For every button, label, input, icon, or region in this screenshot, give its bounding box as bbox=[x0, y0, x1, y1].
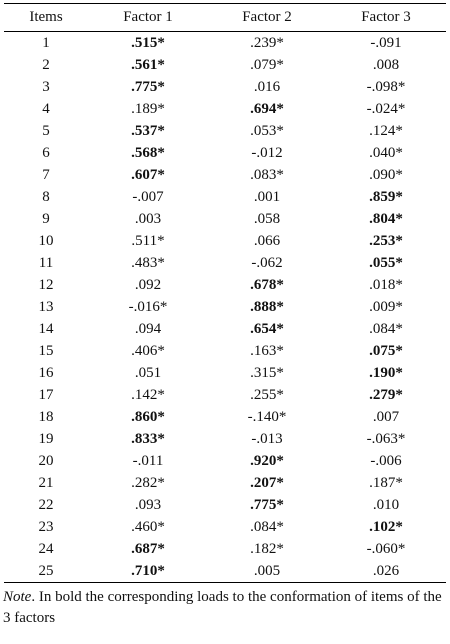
factor-1-cell: .189* bbox=[131, 101, 165, 117]
item-cell: 20 bbox=[38, 453, 54, 469]
table-row bbox=[4, 560, 446, 583]
table-row bbox=[4, 142, 446, 164]
header-row bbox=[4, 4, 446, 32]
factor-2-cell: .239* bbox=[250, 35, 284, 51]
item-cell: 14 bbox=[38, 321, 54, 337]
item-cell: 18 bbox=[38, 409, 54, 425]
table-row bbox=[4, 340, 446, 362]
factor-1-cell: .406* bbox=[131, 343, 165, 359]
factor-3-cell: .018* bbox=[369, 277, 403, 293]
item-cell: 16 bbox=[38, 365, 54, 381]
item-cell: 10 bbox=[38, 233, 54, 249]
factor-1-cell: .568* bbox=[131, 145, 165, 161]
factor-1-cell: .511* bbox=[131, 233, 165, 249]
header-factor-2: Factor 2 bbox=[208, 4, 326, 32]
factor-3-cell: .187* bbox=[369, 475, 403, 491]
factor-3-cell: .084* bbox=[369, 321, 403, 337]
item-cell: 7 bbox=[42, 167, 50, 183]
factor-2-cell: -.013 bbox=[251, 431, 283, 447]
factor-2-cell: .001 bbox=[253, 189, 281, 205]
table-body bbox=[4, 32, 446, 583]
item-cell: 1 bbox=[42, 35, 50, 51]
table-row bbox=[4, 120, 446, 142]
factor-1-cell: .775* bbox=[131, 79, 165, 95]
item-cell: 6 bbox=[42, 145, 50, 161]
factor-2-cell: .315* bbox=[250, 365, 284, 381]
factor-1-cell: .561* bbox=[131, 57, 165, 73]
note-label: Note bbox=[3, 589, 32, 605]
factor-2-cell: .775* bbox=[250, 497, 284, 513]
factor-1-cell: .282* bbox=[131, 475, 165, 491]
item-cell: 24 bbox=[38, 541, 54, 557]
factor-2-cell: .207* bbox=[250, 475, 284, 491]
factor-3-cell: .055* bbox=[369, 255, 403, 271]
item-cell: 11 bbox=[38, 255, 54, 271]
item-cell: 9 bbox=[42, 211, 50, 227]
item-cell: 4 bbox=[42, 101, 50, 117]
factor-1-cell: .537* bbox=[131, 123, 165, 139]
item-cell: 8 bbox=[42, 189, 50, 205]
item-cell: 21 bbox=[38, 475, 54, 491]
factor-2-cell: .053* bbox=[250, 123, 284, 139]
factor-3-cell: -.063* bbox=[366, 431, 406, 447]
factor-3-cell: .010 bbox=[372, 497, 400, 513]
factor-3-cell: .253* bbox=[369, 233, 403, 249]
factor-1-cell: .483* bbox=[131, 255, 165, 271]
factor-3-cell: .124* bbox=[369, 123, 403, 139]
factor-1-cell: .093 bbox=[134, 497, 162, 513]
factor-1-cell: .607* bbox=[131, 167, 165, 183]
factor-1-cell: .094 bbox=[134, 321, 162, 337]
factor-1-cell: -.016* bbox=[128, 299, 168, 315]
factor-2-cell: .888* bbox=[250, 299, 284, 315]
factor-2-cell: .678* bbox=[250, 277, 284, 293]
factor-3-cell: -.006 bbox=[370, 453, 402, 469]
table-row bbox=[4, 54, 446, 76]
header-items: Items bbox=[4, 4, 88, 32]
factor-3-cell: .279* bbox=[369, 387, 403, 403]
factor-1-cell: -.011 bbox=[132, 453, 164, 469]
factor-1-cell: .860* bbox=[131, 409, 165, 425]
factor-3-cell: .102* bbox=[369, 519, 403, 535]
factor-1-cell: .092 bbox=[134, 277, 162, 293]
factor-3-cell: -.024* bbox=[366, 101, 406, 117]
item-cell: 19 bbox=[38, 431, 54, 447]
table-header bbox=[4, 4, 446, 32]
table-row bbox=[4, 450, 446, 472]
item-cell: 12 bbox=[38, 277, 54, 293]
factor-2-cell: .016 bbox=[253, 79, 281, 95]
item-cell: 5 bbox=[42, 123, 50, 139]
item-cell: 22 bbox=[38, 497, 54, 513]
factor-1-cell: .710* bbox=[88, 560, 208, 583]
factor-1-cell: .833* bbox=[131, 431, 165, 447]
factor-3-cell: .190* bbox=[369, 365, 403, 381]
factor-2-cell: .694* bbox=[250, 101, 284, 117]
note-text: . In bold the corresponding loads to the conformation of items of the 3 factors bbox=[3, 589, 442, 626]
factor-3-cell: .040* bbox=[369, 145, 403, 161]
table-row bbox=[4, 406, 446, 428]
table-row bbox=[4, 318, 446, 340]
table-row bbox=[4, 362, 446, 384]
factor-1-cell: -.007 bbox=[132, 189, 164, 205]
factor-2-cell: -.140* bbox=[247, 409, 287, 425]
factor-1-cell: .051 bbox=[134, 365, 162, 381]
table-row bbox=[4, 230, 446, 252]
table-row bbox=[4, 186, 446, 208]
table-row bbox=[4, 32, 446, 55]
factor-3-cell: .075* bbox=[369, 343, 403, 359]
table-row bbox=[4, 494, 446, 516]
factor-1-cell: .515* bbox=[131, 35, 165, 51]
item-cell: 3 bbox=[42, 79, 50, 95]
factor-1-cell: .460* bbox=[131, 519, 165, 535]
factor-2-cell: .182* bbox=[250, 541, 284, 557]
factor-2-cell: .079* bbox=[250, 57, 284, 73]
factor-loadings-table bbox=[4, 3, 446, 583]
factor-3-cell: .008 bbox=[372, 57, 400, 73]
factor-2-cell: -.062 bbox=[251, 255, 283, 271]
item-cell: 2 bbox=[42, 57, 50, 73]
factor-2-cell: .083* bbox=[250, 167, 284, 183]
item-cell: 17 bbox=[38, 387, 54, 403]
table-row bbox=[4, 208, 446, 230]
table-row bbox=[4, 164, 446, 186]
header-factor-1: Factor 1 bbox=[88, 4, 208, 32]
factor-2-cell: .920* bbox=[250, 453, 284, 469]
factor-3-cell: .804* bbox=[369, 211, 403, 227]
factor-2-cell: .255* bbox=[250, 387, 284, 403]
table-row bbox=[4, 428, 446, 450]
factor-2-cell: .066 bbox=[253, 233, 281, 249]
factor-3-cell: -.091 bbox=[370, 35, 402, 51]
table-row bbox=[4, 538, 446, 560]
factor-1-cell: .687* bbox=[131, 541, 165, 557]
factor-3-cell: .090* bbox=[369, 167, 403, 183]
factor-2-cell: -.012 bbox=[251, 145, 283, 161]
table-row bbox=[4, 98, 446, 120]
factor-2-cell: .654* bbox=[250, 321, 284, 337]
table-row bbox=[4, 384, 446, 406]
factor-3-cell: .859* bbox=[369, 189, 403, 205]
factor-2-cell: .058 bbox=[253, 211, 281, 227]
table-row bbox=[4, 296, 446, 318]
factor-3-cell: -.060* bbox=[366, 541, 406, 557]
factor-2-cell: .084* bbox=[250, 519, 284, 535]
item-cell: 15 bbox=[38, 343, 54, 359]
header-factor-3: Factor 3 bbox=[326, 4, 446, 32]
factor-2-cell: .163* bbox=[250, 343, 284, 359]
item-cell: 23 bbox=[38, 519, 54, 535]
table-row bbox=[4, 252, 446, 274]
table-row bbox=[4, 76, 446, 98]
factor-3-cell: .009* bbox=[369, 299, 403, 315]
factor-1-cell: .003 bbox=[134, 211, 162, 227]
table-row bbox=[4, 472, 446, 494]
item-cell: 13 bbox=[38, 299, 54, 315]
table-row bbox=[4, 274, 446, 296]
factor-2-cell: .005 bbox=[208, 560, 326, 583]
factor-1-cell: .142* bbox=[131, 387, 165, 403]
table-note bbox=[3, 587, 447, 629]
item-cell: 25 bbox=[4, 560, 88, 583]
table-row bbox=[4, 516, 446, 538]
factor-3-cell: .007 bbox=[372, 409, 400, 425]
factor-3-cell: -.098* bbox=[366, 79, 406, 95]
factor-3-cell: .026 bbox=[326, 560, 446, 583]
